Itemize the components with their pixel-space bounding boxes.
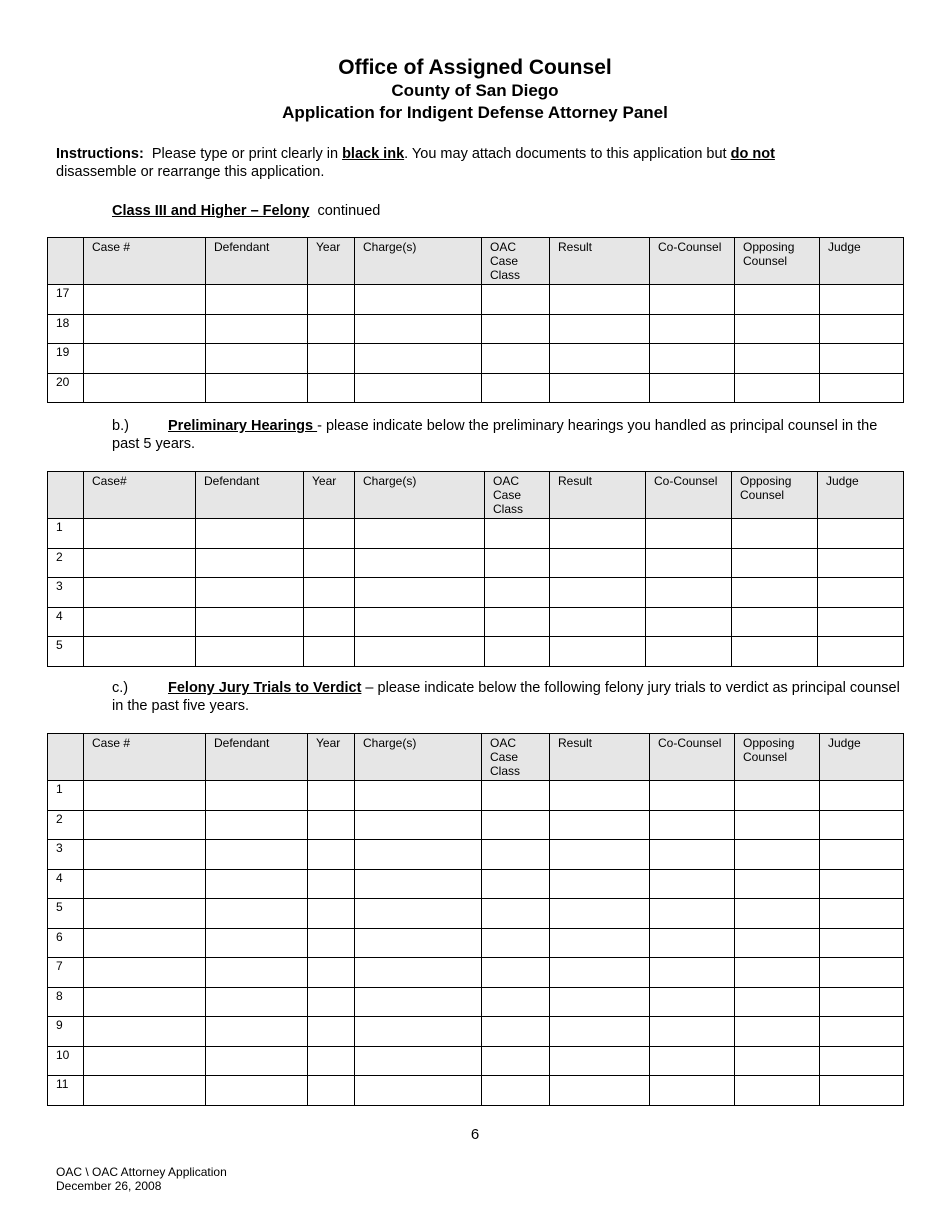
entry-cell[interactable] [206,314,308,344]
entry-cell[interactable] [650,1076,735,1106]
column-header: Charge(s) [355,472,485,519]
footer-date: December 26, 2008 [56,1179,162,1193]
entry-cell[interactable] [820,285,904,315]
entry-cell[interactable] [732,548,818,578]
entry-cell[interactable] [304,519,355,549]
entry-cell[interactable] [308,1046,355,1076]
preliminary-hearings-table [47,471,904,667]
entry-cell[interactable] [482,869,550,899]
table-row [48,928,904,958]
entry-cell[interactable] [650,781,735,811]
entry-cell[interactable] [550,637,646,667]
entry-cell[interactable] [84,810,206,840]
section-c-letter: c.) [112,680,129,696]
entry-cell[interactable] [735,1076,820,1106]
entry-cell[interactable] [355,987,482,1017]
entry-cell[interactable] [650,1017,735,1047]
entry-cell[interactable] [550,987,650,1017]
table-row [48,314,904,344]
page-number: 6 [470,1126,480,1143]
entry-cell[interactable] [550,344,650,374]
section-a-heading [112,202,902,220]
section-b-title: Preliminary Hearings [168,418,318,434]
entry-cell[interactable] [820,1017,904,1047]
table-header-row [48,238,904,285]
entry-cell[interactable] [355,578,485,608]
entry-cell[interactable] [355,285,482,315]
entry-cell[interactable] [650,373,735,403]
entry-cell[interactable] [820,928,904,958]
instructions-label: Instructions: [56,146,144,162]
column-header: Defendant [206,734,308,781]
column-header: Result [550,238,650,285]
entry-cell[interactable] [482,1046,550,1076]
row-number: 3 [48,578,84,608]
row-number: 6 [48,928,84,958]
entry-cell[interactable] [650,899,735,929]
entry-cell[interactable] [308,810,355,840]
row-number: 9 [48,1017,84,1047]
entry-cell[interactable] [196,637,304,667]
entry-cell[interactable] [820,810,904,840]
entry-cell[interactable] [84,1017,206,1047]
column-header: Year [308,238,355,285]
column-header: Co-Counsel [650,238,735,285]
instructions [56,145,896,181]
entry-cell[interactable] [820,1046,904,1076]
table-row [48,899,904,929]
entry-cell[interactable] [735,373,820,403]
entry-cell[interactable] [550,1017,650,1047]
entry-cell[interactable] [84,958,206,988]
entry-cell[interactable] [355,810,482,840]
column-header: Opposing Counsel [735,238,820,285]
entry-cell[interactable] [818,607,904,637]
table-row [48,578,904,608]
entry-cell[interactable] [650,928,735,958]
entry-cell[interactable] [355,1046,482,1076]
column-header [48,238,84,285]
entry-cell[interactable] [650,810,735,840]
entry-cell[interactable] [485,519,550,549]
entry-cell[interactable] [650,840,735,870]
entry-cell[interactable] [482,1017,550,1047]
table-row [48,987,904,1017]
column-header: Opposing Counsel [732,472,818,519]
entry-cell[interactable] [84,314,206,344]
column-header: Result [550,472,646,519]
row-number: 8 [48,987,84,1017]
row-number: 5 [48,899,84,929]
entry-cell[interactable] [84,519,196,549]
entry-cell[interactable] [355,899,482,929]
table-row [48,1076,904,1106]
entry-cell[interactable] [482,285,550,315]
entry-cell[interactable] [206,344,308,374]
entry-cell[interactable] [84,987,206,1017]
entry-cell[interactable] [206,869,308,899]
entry-cell[interactable] [550,373,650,403]
entry-cell[interactable] [308,987,355,1017]
entry-cell[interactable] [84,840,206,870]
row-number: 1 [48,519,84,549]
jury-trials-table [47,733,904,1106]
section-a-suffix: continued [317,203,381,219]
table-row [48,840,904,870]
entry-cell[interactable] [735,869,820,899]
entry-cell[interactable] [646,519,732,549]
instructions-do-not: do not [730,146,775,162]
entry-cell[interactable] [550,285,650,315]
entry-cell[interactable] [308,344,355,374]
entry-cell[interactable] [550,928,650,958]
entry-cell[interactable] [308,1017,355,1047]
entry-cell[interactable] [732,607,818,637]
entry-cell[interactable] [308,840,355,870]
row-number: 20 [48,373,84,403]
entry-cell[interactable] [735,1046,820,1076]
table-row [48,781,904,811]
entry-cell[interactable] [482,373,550,403]
entry-cell[interactable] [818,519,904,549]
entry-cell[interactable] [820,899,904,929]
entry-cell[interactable] [485,637,550,667]
entry-cell[interactable] [735,781,820,811]
entry-cell[interactable] [550,607,646,637]
entry-cell[interactable] [206,958,308,988]
table-row [48,519,904,549]
column-header: Case# [84,472,196,519]
entry-cell[interactable] [735,958,820,988]
row-number: 7 [48,958,84,988]
entry-cell[interactable] [550,899,650,929]
entry-cell[interactable] [304,607,355,637]
column-header: OAC Case Class [485,472,550,519]
entry-cell[interactable] [304,637,355,667]
entry-cell[interactable] [735,840,820,870]
row-number: 4 [48,607,84,637]
column-header [48,734,84,781]
entry-cell[interactable] [482,1076,550,1106]
entry-cell[interactable] [84,344,206,374]
entry-cell[interactable] [84,1076,206,1106]
entry-cell[interactable] [550,781,650,811]
entry-cell[interactable] [482,781,550,811]
entry-cell[interactable] [735,285,820,315]
table-row [48,1046,904,1076]
entry-cell[interactable] [206,840,308,870]
entry-cell[interactable] [646,548,732,578]
column-header: Judge [818,472,904,519]
entry-cell[interactable] [482,840,550,870]
table-row [48,958,904,988]
entry-cell[interactable] [206,899,308,929]
entry-cell[interactable] [550,548,646,578]
section-a-title: Class III and Higher – Felony [112,203,310,219]
table-row [48,637,904,667]
entry-cell[interactable] [308,1076,355,1106]
entry-cell[interactable] [355,1076,482,1106]
entry-cell[interactable] [308,869,355,899]
section-c-heading [112,679,902,715]
entry-cell[interactable] [650,344,735,374]
entry-cell[interactable] [646,607,732,637]
document-title: Office of Assigned Counsel [338,56,612,79]
entry-cell[interactable] [820,840,904,870]
table-row [48,607,904,637]
entry-cell[interactable] [196,578,304,608]
table-row [48,1017,904,1047]
row-number: 3 [48,840,84,870]
entry-cell[interactable] [206,810,308,840]
entry-cell[interactable] [355,840,482,870]
entry-cell[interactable] [196,607,304,637]
entry-cell[interactable] [820,781,904,811]
column-header: Defendant [196,472,304,519]
entry-cell[interactable] [550,314,650,344]
entry-cell[interactable] [355,607,485,637]
entry-cell[interactable] [820,344,904,374]
entry-cell[interactable] [84,928,206,958]
row-number: 4 [48,869,84,899]
application-title: Application for Indigent Defense Attorney Panel [282,103,668,122]
entry-cell[interactable] [550,958,650,988]
column-header: Charge(s) [355,238,482,285]
felony-cases-table [47,237,904,403]
entry-cell[interactable] [820,314,904,344]
entry-cell[interactable] [355,958,482,988]
entry-cell[interactable] [735,928,820,958]
entry-cell[interactable] [355,548,485,578]
entry-cell[interactable] [304,578,355,608]
entry-cell[interactable] [646,637,732,667]
entry-cell[interactable] [196,519,304,549]
column-header: Judge [820,238,904,285]
section-c-title: Felony Jury Trials to Verdict [168,680,362,696]
entry-cell[interactable] [355,637,485,667]
column-header: Opposing Counsel [735,734,820,781]
entry-cell[interactable] [732,637,818,667]
entry-cell[interactable] [206,987,308,1017]
entry-cell[interactable] [820,987,904,1017]
entry-cell[interactable] [735,810,820,840]
entry-cell[interactable] [206,285,308,315]
entry-cell[interactable] [482,958,550,988]
entry-cell[interactable] [485,548,550,578]
column-header: Charge(s) [355,734,482,781]
entry-cell[interactable] [735,1017,820,1047]
entry-cell[interactable] [84,548,196,578]
entry-cell[interactable] [550,1076,650,1106]
entry-cell[interactable] [482,810,550,840]
entry-cell[interactable] [550,519,646,549]
entry-cell[interactable] [550,840,650,870]
entry-cell[interactable] [650,869,735,899]
entry-cell[interactable] [84,285,206,315]
table-row [48,285,904,315]
section-c-text: – please indicate below the following felony jury trials to verdict as principal counsel in the past five years. [112,680,900,714]
entry-cell[interactable] [550,1046,650,1076]
entry-cell[interactable] [650,987,735,1017]
table-row [48,344,904,374]
footer [56,1165,227,1193]
column-header: Case # [84,238,206,285]
entry-cell[interactable] [482,344,550,374]
entry-cell[interactable] [206,1046,308,1076]
section-b-letter: b.) [112,418,129,434]
entry-cell[interactable] [355,314,482,344]
column-header: Co-Counsel [646,472,732,519]
column-header: Year [304,472,355,519]
entry-cell[interactable] [820,1076,904,1106]
column-header: Result [550,734,650,781]
table-row [48,810,904,840]
entry-cell[interactable] [84,637,196,667]
entry-cell[interactable] [485,607,550,637]
entry-cell[interactable] [646,578,732,608]
entry-cell[interactable] [355,344,482,374]
table-header-row [48,734,904,781]
row-number: 5 [48,637,84,667]
entry-cell[interactable] [732,519,818,549]
entry-cell[interactable] [308,285,355,315]
entry-cell[interactable] [308,928,355,958]
entry-cell[interactable] [355,1017,482,1047]
row-number: 17 [48,285,84,315]
entry-cell[interactable] [196,548,304,578]
table-row [48,869,904,899]
entry-cell[interactable] [355,928,482,958]
row-number: 2 [48,548,84,578]
entry-cell[interactable] [820,869,904,899]
entry-cell[interactable] [818,637,904,667]
entry-cell[interactable] [206,928,308,958]
footer-path: OAC \ OAC Attorney Application [56,1165,227,1179]
column-header: Co-Counsel [650,734,735,781]
entry-cell[interactable] [84,781,206,811]
entry-cell[interactable] [84,1046,206,1076]
entry-cell[interactable] [818,578,904,608]
entry-cell[interactable] [304,548,355,578]
entry-cell[interactable] [820,958,904,988]
entry-cell[interactable] [550,578,646,608]
entry-cell[interactable] [732,578,818,608]
entry-cell[interactable] [355,781,482,811]
column-header: Case # [84,734,206,781]
entry-cell[interactable] [650,285,735,315]
entry-cell[interactable] [820,373,904,403]
entry-cell[interactable] [818,548,904,578]
entry-cell[interactable] [482,899,550,929]
entry-cell[interactable] [485,578,550,608]
instructions-text-3: disassemble or rearrange this application. [56,164,325,180]
row-number: 19 [48,344,84,374]
entry-cell[interactable] [84,869,206,899]
entry-cell[interactable] [650,314,735,344]
entry-cell[interactable] [650,1046,735,1076]
column-header: OAC Case Class [482,734,550,781]
entry-cell[interactable] [308,373,355,403]
entry-cell[interactable] [355,519,485,549]
column-header: Year [308,734,355,781]
row-number: 10 [48,1046,84,1076]
entry-cell[interactable] [84,899,206,929]
entry-cell[interactable] [735,344,820,374]
section-b-heading [112,417,902,453]
entry-cell[interactable] [482,987,550,1017]
instructions-text-2: . You may attach documents to this application but [404,146,727,162]
entry-cell[interactable] [206,373,308,403]
table-header-row [48,472,904,519]
entry-cell[interactable] [206,1017,308,1047]
table-row [48,548,904,578]
section-b-text: - please indicate below the preliminary hearings you handled as principal counsel in the past 5 years. [112,418,878,452]
entry-cell[interactable] [206,781,308,811]
entry-cell[interactable] [482,928,550,958]
entry-cell[interactable] [355,373,482,403]
entry-cell[interactable] [650,958,735,988]
county-name: County of San Diego [391,81,559,100]
entry-cell[interactable] [550,869,650,899]
entry-cell[interactable] [308,781,355,811]
entry-cell[interactable] [735,987,820,1017]
row-number: 18 [48,314,84,344]
column-header: Judge [820,734,904,781]
entry-cell[interactable] [206,1076,308,1106]
entry-cell[interactable] [84,578,196,608]
column-header [48,472,84,519]
row-number: 1 [48,781,84,811]
row-number: 11 [48,1076,84,1106]
instructions-text-1: Please type or print clearly in [151,146,339,162]
entry-cell[interactable] [308,899,355,929]
instructions-black-ink: black ink [342,146,405,162]
column-header: OAC Case Class [482,238,550,285]
entry-cell[interactable] [355,869,482,899]
entry-cell[interactable] [735,899,820,929]
row-number: 2 [48,810,84,840]
table-row [48,373,904,403]
entry-cell[interactable] [84,607,196,637]
entry-cell[interactable] [735,314,820,344]
column-header: Defendant [206,238,308,285]
entry-cell[interactable] [482,314,550,344]
entry-cell[interactable] [308,958,355,988]
entry-cell[interactable] [308,314,355,344]
entry-cell[interactable] [550,810,650,840]
entry-cell[interactable] [84,373,206,403]
